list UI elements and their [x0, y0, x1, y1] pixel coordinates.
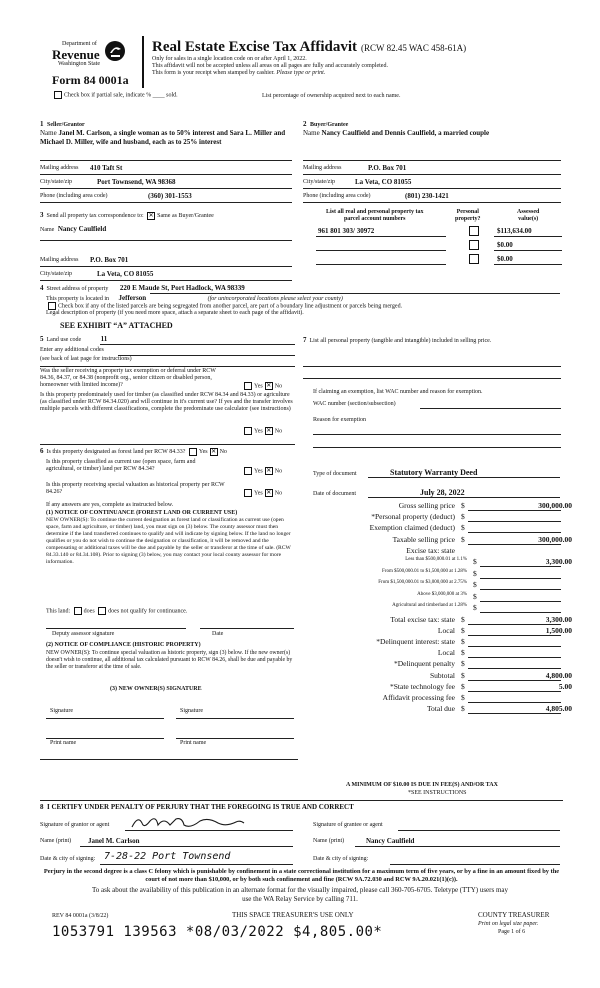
additional-codes-label: Enter any additional codes — [40, 347, 104, 353]
no-checkbox[interactable] — [265, 382, 273, 390]
tax-row-label: Subtotal — [429, 670, 455, 680]
tax-row-currency: $ — [461, 636, 465, 646]
form-title-row — [152, 38, 466, 56]
located-row: This property is located in Jefferson (for unincorporated locations please select your county) — [46, 294, 343, 302]
header-note-3: This form is your receipt when stamped by cashier. Please type or print. — [152, 70, 326, 76]
tax-row-amount: 5.00 — [558, 681, 572, 691]
ownership-note: List percentage of ownership acquired next to each name. — [262, 93, 401, 99]
forest-q3: Is this property receiving special valuation as historical property per RCW 84.26? — [46, 482, 225, 495]
grantee-name-value: Nancy Caulfield — [366, 837, 415, 845]
deputy-date-label: Date — [212, 631, 224, 637]
no-checkbox[interactable] — [265, 489, 273, 497]
yes-checkbox[interactable] — [189, 448, 197, 456]
tax-row-amount: 300,000.00 — [538, 501, 572, 510]
form-title-ref: (RCW 82.45 WAC 458-61A) — [361, 43, 467, 53]
corr-mailing-label: Mailing address — [40, 257, 79, 263]
correspondence-row: 3 Send all property tax correspondence to: ✕ Same as Buyer/Grantee — [40, 211, 214, 220]
seller-heading: 1 Seller/Grantor — [40, 120, 85, 128]
see-exhibit: SEE EXHIBIT “A” ATTACHED — [60, 321, 173, 330]
tax-row-currency: $ — [461, 534, 465, 544]
certify-heading: 8 I CERTIFY UNDER PENALTY OF PERJURY THAT THE FOREGOING IS TRUE AND CORRECT — [40, 803, 354, 811]
yes-checkbox[interactable] — [244, 427, 252, 435]
personal-property-checkbox[interactable] — [469, 254, 479, 264]
new-owner-sig-title: (3) NEW OWNER(S) SIGNATURE — [110, 686, 202, 692]
tax-row-label: Taxable selling price — [392, 534, 455, 544]
buyer-phone-value: (801) 230-1421 — [405, 192, 449, 200]
any-yes-note: If any answers are yes, complete as instructed below. — [46, 502, 174, 508]
doc-date-value: July 28, 2022 — [420, 488, 465, 497]
seller-mailing-label: Mailing address — [40, 165, 79, 171]
does-not-checkbox[interactable] — [98, 607, 106, 615]
header-note-2: This affidavit will not be accepted unless all areas on all pages are fully and accurately completed. — [152, 63, 388, 69]
parcel-value: $113,634.00 — [497, 227, 532, 235]
does-checkbox[interactable] — [74, 607, 82, 615]
tax-row-amount: 4,800.00 — [545, 670, 572, 680]
tax-row-currency: $ — [473, 591, 477, 601]
dor-logo-icon — [104, 40, 126, 62]
same-as-buyer-checkbox[interactable] — [147, 212, 155, 220]
grantee-name-label: Name (print) — [313, 838, 345, 844]
tax-row-amount: 300,000.00 — [538, 534, 572, 544]
tax-row-label: Excise tax: state — [406, 545, 455, 555]
owner-signature-label-2: Signature — [180, 708, 203, 714]
doc-date-label: Date of document — [313, 491, 356, 497]
dept-name: Revenue — [52, 47, 100, 62]
assessed-col-header: Assessed value(s) — [517, 209, 540, 222]
forest-q1-row: 6 Is this property designated as forest land per RCW 84.33? Yes✕ No — [40, 447, 227, 456]
grantor-date-label: Date & city of signing: — [40, 856, 96, 862]
notice-compliance-title: (2) NOTICE OF COMPLIANCE (HISTORIC PROPERTY) — [46, 642, 201, 648]
form-title: Real Estate Excise Tax Affidavit — [152, 39, 357, 55]
partial-sale-row: Check box if partial sale, indicate % ____ sold. — [52, 91, 178, 99]
grantee-date-label: Date & city of signing: — [313, 856, 369, 862]
tax-row-currency: $ — [461, 704, 465, 714]
tax-row-label: Gross selling price — [398, 501, 455, 510]
tax-row-currency: $ — [461, 614, 465, 624]
personal-property-checkbox[interactable] — [469, 240, 479, 250]
seller-phone-label: Phone (including area code) — [40, 193, 108, 199]
timber-question: Is this property predominately used for timber (as classified under RCW 84.34 and 84.33) or agriculture (as classified under RCW 84.34.020) and will continue in it's current use? If yes and the transfer involves multiple parcels with different classifications, complete the predominate use calculator (see instructions) — [40, 392, 293, 412]
tax-row-amount: 3,300.00 — [545, 614, 572, 624]
dept-line1: Department of — [62, 41, 97, 47]
tax-row-label: Total excise tax: state — [390, 614, 455, 624]
no-checkbox[interactable] — [210, 448, 218, 456]
correspondence-name: Name Nancy Caulfield — [40, 225, 107, 233]
tax-row-currency: $ — [461, 681, 465, 691]
forest-q2: Is this property classified as current use (open space, farm and agricultural, or timber) land per RCW 84.34? — [46, 459, 196, 472]
header-divider — [142, 36, 144, 88]
forest-q2-yes-no: Yes✕ No — [242, 467, 282, 475]
form-number: Form 84 0001a — [52, 73, 129, 87]
see-back-note: (see back of last page for instructions) — [40, 356, 132, 362]
tax-row-label: *Delinquent interest: state — [376, 636, 455, 646]
deputy-sig-label: Deputy assessor signature — [52, 631, 115, 637]
tax-row-label: Above $3,000,000 at 3% — [417, 591, 467, 597]
buyer-heading: 2 Buyer/Grantee — [303, 120, 349, 128]
exemption-yes-no: Yes✕ No — [242, 382, 282, 390]
tax-row-currency: $ — [461, 648, 465, 658]
tax-row-label: From $1,500,000.01 to $3,000,000 at 2.75% — [378, 580, 467, 585]
personal-property-label: 7 List all personal property (tangible and intangible) included in selling price. — [303, 336, 492, 344]
page-number: Page 1 of 6 — [498, 929, 526, 935]
buyer-city-label: City/state/zip — [303, 179, 335, 185]
tax-row-label: *Personal property (deduct) — [371, 512, 455, 522]
tax-row-label: Total due — [426, 704, 455, 714]
owner-print-label-2: Print name — [180, 740, 207, 746]
seller-name: Name Janel M. Carlson, a single woman as to 50% interest and Sara L. Miller and Michael D. Miller, wife and husband, each as to 25% interest — [40, 129, 286, 146]
tax-row-currency: $ — [473, 557, 477, 566]
street-row: 4 Street address of property 220 E Maude St, Port Hadlock, WA 98339 — [40, 284, 245, 292]
parcel-account: 961 801 303/ 30972 — [318, 227, 375, 235]
doc-type-label: Type of document — [313, 471, 357, 477]
buyer-phone-label: Phone (including area code) — [303, 193, 371, 199]
legal-paper-note: Print on legal size paper. — [478, 921, 539, 927]
wac-label: WAC number (section/subsection) — [313, 401, 396, 407]
reason-label: Reason for exemption — [313, 417, 366, 423]
seller-phone-value: (360) 301-1553 — [148, 192, 192, 200]
forest-q3-yes-no: Yes✕ No — [242, 489, 282, 497]
legal-note: Legal description of property (if you need more space, attach a separate sheet to each page of the affidavit). — [46, 310, 304, 316]
tax-row-currency: $ — [461, 692, 465, 702]
parcel-value: $0.00 — [497, 241, 513, 249]
treasurer-use-note: THIS SPACE TREASURER'S USE ONLY — [232, 911, 354, 919]
grantor-sig-label: Signature of grantor or agent — [40, 822, 110, 828]
availability-text: To ask about the availability of this publication in an alternate format for the visually impaired, please call 360-705-6705. Teletype (TTY) users may use the WA Relay Service by calling 711. — [91, 886, 509, 903]
buyer-city-value: La Veta, CO 81055 — [355, 178, 412, 186]
personal-col-header: Personal property? — [455, 209, 481, 222]
notice-continuance-body: NEW OWNER(S): To continue the current designation as forest land or classification as current use (open space, farm and agriculture, or timber) land, you must sign on (3) below. The county assessor must then determine if the land transferred continues to qualify and will indicate by signing below. If the land no longer qualifies or you do not wish to continue the designation or classification, it will be removed and the compensating or additional taxes will be due and payable by the seller or transferor at the time of sale. (RCW 84.33.140 or 84.34.108). Prior to signing (3) below, you may contact your local county assessor for more information. — [46, 517, 291, 565]
header-note-1: Only for sales in a single location code on or after April 1, 2022. — [152, 56, 307, 62]
tax-row-label: Local — [437, 648, 455, 658]
tax-row-currency: $ — [473, 568, 477, 578]
county-treasurer: COUNTY TREASURER — [478, 911, 550, 919]
exemption-label: If claiming an exemption, list WAC number and reason for exemption. — [313, 389, 483, 395]
tax-row-currency: $ — [461, 501, 465, 510]
tax-row-currency: $ — [473, 603, 477, 612]
tax-row-label: Affidavit processing fee — [382, 692, 455, 702]
grantor-name-value: Janel M. Carlson — [88, 837, 140, 845]
tax-row-currency: $ — [461, 670, 465, 680]
partial-sale-checkbox[interactable] — [54, 91, 62, 99]
this-land-row: This land: does does not qualify for continuance. — [46, 608, 188, 615]
owner-print-label: Print name — [50, 740, 77, 746]
timber-yes-no: Yes✕ No — [242, 427, 282, 435]
seller-city-label: City/state/zip — [40, 179, 72, 185]
tax-row-currency: $ — [461, 659, 465, 669]
tax-row-amount: 4,805.00 — [545, 704, 572, 714]
segregated-row: Check box if any of the listed parcels are being segregated from another parcel, are part of a boundary line adjustment or parcels being merged. — [46, 302, 402, 310]
cashier-stamp: 1053791 139563 *08/03/2022 $4,805.00* — [52, 924, 383, 940]
parcel-col-header: List all real and personal property tax parcel account numbers — [326, 209, 424, 222]
tax-row-currency: $ — [473, 580, 477, 589]
perjury-text: Perjury in the second degree is a class C felony which is punishable by confinement in a state correctional institution for a maximum term of five years, or by a fine in an amount fixed by the court of not more than $10,000, or by both such confinement and fine (RCW 9A.72.030 and RCW 9A.20.021(1)(c)). — [43, 868, 560, 883]
no-checkbox[interactable] — [265, 467, 273, 475]
land-use-row: 5 Land use code 11 — [40, 335, 108, 343]
form-revision: REV 84 0001a (3/8/22) — [52, 913, 109, 919]
parcel-value: $0.00 — [497, 255, 513, 263]
see-instructions: *SEE INSTRUCTIONS — [408, 790, 467, 796]
tax-row-currency: $ — [461, 512, 465, 522]
no-checkbox[interactable] — [265, 427, 273, 435]
segregated-checkbox[interactable] — [48, 302, 56, 310]
corr-city-value: La Veta, CO 81055 — [97, 270, 154, 278]
yes-checkbox[interactable] — [244, 489, 252, 497]
corr-city-label: City/state/zip — [40, 271, 72, 277]
tax-row-label: Agricultural and timberland at 1.28% — [392, 603, 467, 608]
grantor-name-label: Name (print) — [40, 838, 72, 844]
corr-mailing-value: P.O. Box 701 — [90, 256, 129, 264]
yes-checkbox[interactable] — [244, 382, 252, 390]
notice-continuance-title: (1) NOTICE OF CONTINUANCE (FOREST LAND OR CURRENT USE) — [46, 510, 238, 516]
tax-row-amount: 3,300.00 — [545, 557, 572, 566]
tax-row-label: Exemption claimed (deduct) — [369, 523, 455, 533]
grantee-sig-label: Signature of grantee or agent — [313, 822, 383, 828]
tax-row-label: From $500,000.01 to $1,500,000 at 1.28% — [382, 568, 467, 574]
tax-row-label: *Delinquent penalty — [393, 659, 455, 669]
doc-type-value: Statutory Warranty Deed — [390, 468, 478, 477]
owner-signature-label: Signature — [50, 708, 73, 714]
tax-row-amount: 1,500.00 — [545, 625, 572, 635]
tax-row-label: Less than $500,000.01 at 1.1% — [405, 557, 467, 562]
exemption-question: Was the seller receiving a property tax exemption or deferral under RCW 84.36, 84.37, or 84.38 (nonprofit org., senior citizen or disabled person, homeowner with limited income)? — [40, 368, 216, 388]
buyer-mailing-label: Mailing address — [303, 165, 342, 171]
seller-city-value: Port Townsend, WA 98368 — [97, 178, 176, 186]
dept-state: Washington State — [58, 61, 101, 67]
buyer-name: Name Nancy Caulfield and Dennis Caulfield, a married couple — [303, 129, 490, 137]
grantor-date-value: 7-28-22 Port Townsend — [104, 851, 231, 862]
buyer-mailing-value: P.O. Box 701 — [368, 164, 407, 172]
tax-row-currency: $ — [461, 625, 465, 635]
tax-row-label: *State technology fee — [390, 681, 455, 691]
seller-mailing-value: 410 Taft St — [90, 164, 123, 172]
yes-checkbox[interactable] — [244, 467, 252, 475]
tax-row-label: Local — [437, 625, 455, 635]
personal-property-checkbox[interactable] — [469, 226, 479, 236]
tax-row-currency: $ — [461, 523, 465, 533]
notice-compliance-body: NEW OWNER(S): To continue special valuation as historic property, sign (3) below. If the new owner(s) doesn't wish to continue, all additional tax calculated pursuant to RCW 84.26, shall be due and payable by the seller or transferor at the time of sale. — [46, 650, 293, 670]
minimum-note: A MINIMUM OF $10.00 IS DUE IN FEE(S) AND/OR TAX — [346, 782, 498, 788]
